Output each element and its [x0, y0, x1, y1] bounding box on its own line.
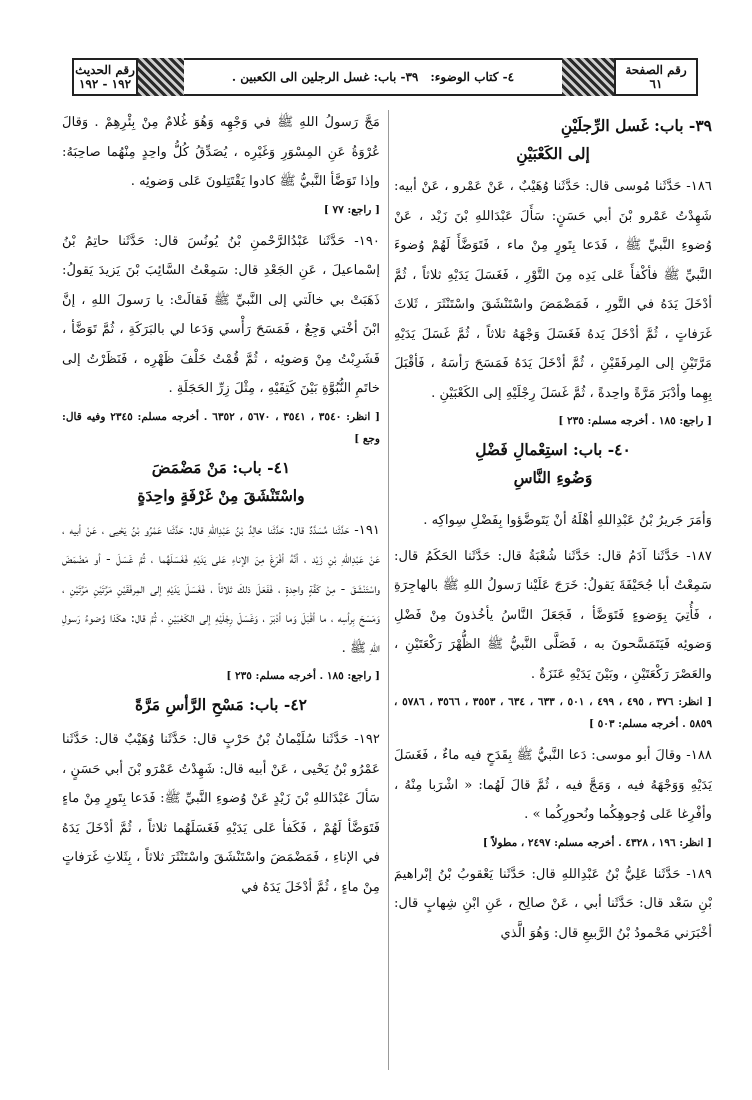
right-column	[394, 108, 712, 1088]
column-divider	[388, 110, 389, 1070]
chapter-41-heading-line2: واسْتَنْشَقَ مِنْ غَرْفَةٍ واحِدَةٍ	[137, 485, 305, 505]
hadith-187-reference: [ انظر: ٣٧٦ ، ٤٩٥ ، ٤٩٩ ، ٥٠١ ، ٦٣٣ ، ٦٣٤ ، ٣٥٥٣ ، ٣٥٦٦ ، ٥٧٨٦ ، ٥٨٥٩ . أخرجه مسلم: ٥٠٣ ]	[394, 696, 712, 730]
hadith-number-box	[72, 58, 138, 96]
hadith-186-reference: [ راجع: ١٨٥ . أخرجه مسلم: ٢٣٥ ]	[558, 415, 712, 427]
hadith-191-reference: [ راجع: ١٨٥ . أخرجه مسلم: ٢٣٥ ]	[226, 670, 380, 682]
hadith-number-range: ١٩٢ - ١٩٢	[78, 77, 132, 91]
page-header	[72, 58, 698, 96]
hadith-191: ١٩١- حَدَّثَنا مُسَدَّدٌ قال: حَدَّثَنا خالِدُ بْنُ عَبْدِاللهِ قال: حَدَّثَنا عَمْرُو بْنُ يَحْيى ، عَنْ أبيه ، عَنْ عَبْدِاللهِ بْنِ زَيْد ، أنَّهُ أفْرَغَ مِنَ الإناءِ عَلى يَدَيْهِ فَغَسَلَهُما ، ثُمَّ غَسَلَ - أو مَضْمَضَ واسْتَنْشَقَ - مِنْ كَفَّةٍ واحِدةٍ ، فَفَعَلَ ذلكَ ثلاثاً ، فَغَسَلَ يَدَيْهِ إلى المِرفَقَيْنِ مَرَّتَيْنِ مَرَّتَيْنِ ، وَمَسَحَ بِرأسِه ، ما أقْبَلَ وَما أدْبَرَ ، وَغَسَلَ رِجْلَيْهِ إلى الكَعْبَيْنِ ، ثُمَّ قال: هكَذا وُضوءُ رَسولِ اللهِ ﷺ .	[62, 522, 380, 656]
hadith-189-continued: مَجَّ رَسولُ اللهِ ﷺ في وَجْهِه وَهُوَ غُلامٌ مِنْ بِئْرِهِمْ . وَقالَ عُرْوَةُ عَنِ المِسْوَرِ وَغَيْرِه ، يُصَدِّقُ كُلُّ واحِدٍ مِنْهُما صاحِبَهُ: وإذا تَوَضَّأ النَّبيُّ ﷺ كادوا يَقْتَتِلونَ عَلى وَضوئِه .	[62, 115, 380, 189]
header-title	[184, 58, 562, 96]
hadith-188-reference: [ انظر: ١٩٦ ، ٤٣٢٨ . أخرجه مسلم: ٢٤٩٧ ، مطولاً ]	[482, 836, 712, 849]
hadith-190: ١٩٠- حَدَّثَنا عَبْدُالرَّحْمنِ بْنُ يُونُسَ قال: حَدَّثَنا حاتِمُ بْنُ إسْماعيلَ ، عَنِ الجَعْدِ قال: سَمِعْتُ السَّائِبَ بْنَ يَزيدَ يَقولُ: ذَهَبَتْ بي خالَتي إلى النَّبيِّ ﷺ فَقالَتْ: يا رَسولَ اللهِ ، إنَّ ابْنَ أخْتي وَجِعٌ ، فَمَسَحَ رَأْسي وَدَعا لي بالبَرَكَةِ ، ثُمَّ تَوَضَّأ ، فَشَرِبْتُ مِنْ وَضوئِه ، ثُمَّ قُمْتُ خَلْفَ ظَهْرِه ، فَنَظَرْتُ إلى خاتَمِ النُّبُوَّةِ بَيْنَ كَتِفَيْهِ ، مِثْلَ زِرِّ الحَجَلَةِ .	[62, 233, 380, 396]
chapter-39-heading-line1: ٣٩- باب: غَسل الرِّجلَيْنِ	[560, 116, 712, 135]
chapter-39-heading-line2: إلى الكَعْبَيْنِ	[516, 144, 590, 163]
hadith-188: ١٨٨- وقالَ أبو موسى: دَعا النَّبيُّ ﷺ بِقَدَحٍ فيه ماءٌ ، فَغَسَلَ يَدَيْهِ وَوَجْهَهُ فيه ، وَمَجَّ فيه ، ثُمَّ قالَ لَهُما: « اشْرَبا مِنْهُ ، وأفْرِغا عَلى وُجوهِكُما ونُحورِكُما » .	[394, 748, 712, 822]
hadith-186: ١٨٦- حَدَّثَنا مُوسى قال: حَدَّثَنا وُهَيْبٌ ، عَنْ عَمْرو ، عَنْ أبيه: شَهِدْتُ عَمْرو بْنَ أبي حَسَنٍ: سَأَلَ عَبْدَاللهِ بْنَ زَيْد ، عَنْ وُضوءِ النَّبيِّ ﷺ ، فَدَعا بِتَورٍ مِنْ ماء ، فَتَوَضَّأَ لَهُمْ وُضوءَ النَّبيِّ ﷺ فأكْفأَ عَلى يَدِه مِنَ التَّوْرِ ، فَغَسَلَ يَدَيْهِ ثلاثاً ، ثُمَّ أدْخَلَ يَدَهُ في التَّورِ ، فَمَضْمَضَ واسْتَنْشَقَ واسْتَنْثَرَ ، ثَلاثَ غَرَفاتٍ ، ثُمَّ أدْخَلَ يَدهُ فَغَسَلَ وَجْهَهُ ثلاثاً ، ثُمَّ غَسَلَ يَدَيْهِ مَرَّتَيْنِ إلى المِرفَقَيْنِ ، ثُمَّ أدْخَلَ يَدَهُ فَمَسَحَ رَأسَهُ ، فَأقْبَلَ بِهِما وأدْبَرَ مَرَّةً واحِدةً ، ثُمَّ غَسَلَ رِجْلَيْهِ إلى الكَعْبَيْنِ .	[394, 179, 712, 401]
hadith-number-label: رقم الحديث	[75, 63, 135, 77]
hadith-189-reference: [ راجع: ٧٧ ]	[323, 203, 380, 216]
chapter-42-heading	[62, 691, 380, 719]
chapter-40-heading-line2: وَضُوءِ النَّاسِ	[513, 468, 593, 487]
hadith-190-reference: [ انظر: ٣٥٤٠ ، ٣٥٤١ ، ٥٦٧٠ ، ٦٣٥٢ . أخرجه مسلم: ٢٣٤٥ وفيه قال: وجع ]	[62, 410, 380, 445]
chapter-41-heading	[62, 454, 380, 510]
header-hatch-right	[562, 58, 614, 96]
chapter-40-heading	[394, 436, 712, 492]
hadith-189: ١٨٩- حَدَّثَنا عَلِيُّ بْنُ عَبْدِاللهِ قال: حَدَّثَنا يَعْقوبُ بْنُ إبْراهيمَ بْنِ سَعْد قال: حَدَّثَنا أبي ، عَنْ صالِح ، عَنِ ابْنِ شِهابٍ قال: أخْبَرَني مَحْمودُ بْنُ الرَّبيعِ قال: وَهُوَ الَّذي	[394, 866, 712, 941]
hadith-192: ١٩٢- حَدَّثَنا سُلَيْمانُ بْنُ حَرْبٍ قال: حَدَّثَنا وُهَيْبٌ قال: حَدَّثَنا عَمْرُو بْنُ يَحْيى ، عَنْ أبيه قال: شَهِدْتُ عَمْرَو بْنَ أبي حَسَنٍ ، سَألَ عَبْدَاللهِ بْنَ زَيْدٍ عَنْ وُضوءِ النَّبيِّ ﷺ: فَدَعا بِتَورٍ مِنْ ماءٍ فَتَوَضَّأ لَهُمْ ، فَكَفأ عَلى يَدَيْهِ فَغَسَلَهُما ثلاثاً ، ثُمَّ أدْخَلَ يَدَهُ في الإناءِ ، فَمَضْمَضَ واسْتَنْشَقَ واسْتَنْثَرَ ثلاثاً ، بِثَلاثِ غَرَفاتٍ مِنْ ماءٍ ، ثُمَّ أدْخَلَ يَدَهُ في	[62, 732, 380, 895]
chapter-39-heading	[394, 112, 712, 168]
chapter-40-heading-line1: ٤٠- باب: استِعْمالِ فَضْلِ	[475, 440, 631, 459]
hadith-187: ١٨٧- حَدَّثَنا آدَمُ قال: حَدَّثَنا شُعْبَةُ قال: حَدَّثَنا الحَكَمُ قال: سَمِعْتُ أبا جُحَيْفَةَ يَقولُ: خَرَجَ عَلَيْنا رَسولُ اللهِ ﷺ بالهاجِرَةِ ، فَأُتِيَ بِوَضوءٍ فَتَوَضَّأ ، فَجَعَلَ النَّاسُ يأخُذونَ مِنْ فَضْلِ وَضوئِه فَيَتَمَسَّحونَ به ، فَصَلَّى النَّبيُّ ﷺ الظُّهْرَ رَكْعَتَيْنِ ، والعَصْرَ رَكْعَتَيْنِ ، وبَيْنَ يَدَيْهِ عَنَزَةٌ .	[394, 548, 712, 682]
chapter-40-intro: وَأمَرَ جَريرُ بْنُ عَبْدِاللهِ أهْلَهُ أنْ يَتَوضَّؤوا بِفَضْلِ سِواكِه .	[423, 513, 712, 528]
page-number-label: رقم الصفحة	[625, 63, 687, 77]
chapter-42-heading-line1: ٤٢- باب: مَسْحِ الرَّأسِ مَرَّةً	[135, 695, 307, 714]
book-title: ٤- كتاب الوضوء:	[430, 70, 515, 84]
chapter-41-heading-line1: ٤١- باب: مَنْ مَضْمَضَ	[151, 457, 291, 477]
header-hatch-left	[138, 58, 184, 96]
page-number: ٦١	[649, 77, 663, 91]
chapter-title: ٣٩- باب: غسل الرجلين الى الكعبين .	[231, 70, 419, 84]
page-number-box	[614, 58, 698, 96]
left-column	[62, 108, 380, 1088]
